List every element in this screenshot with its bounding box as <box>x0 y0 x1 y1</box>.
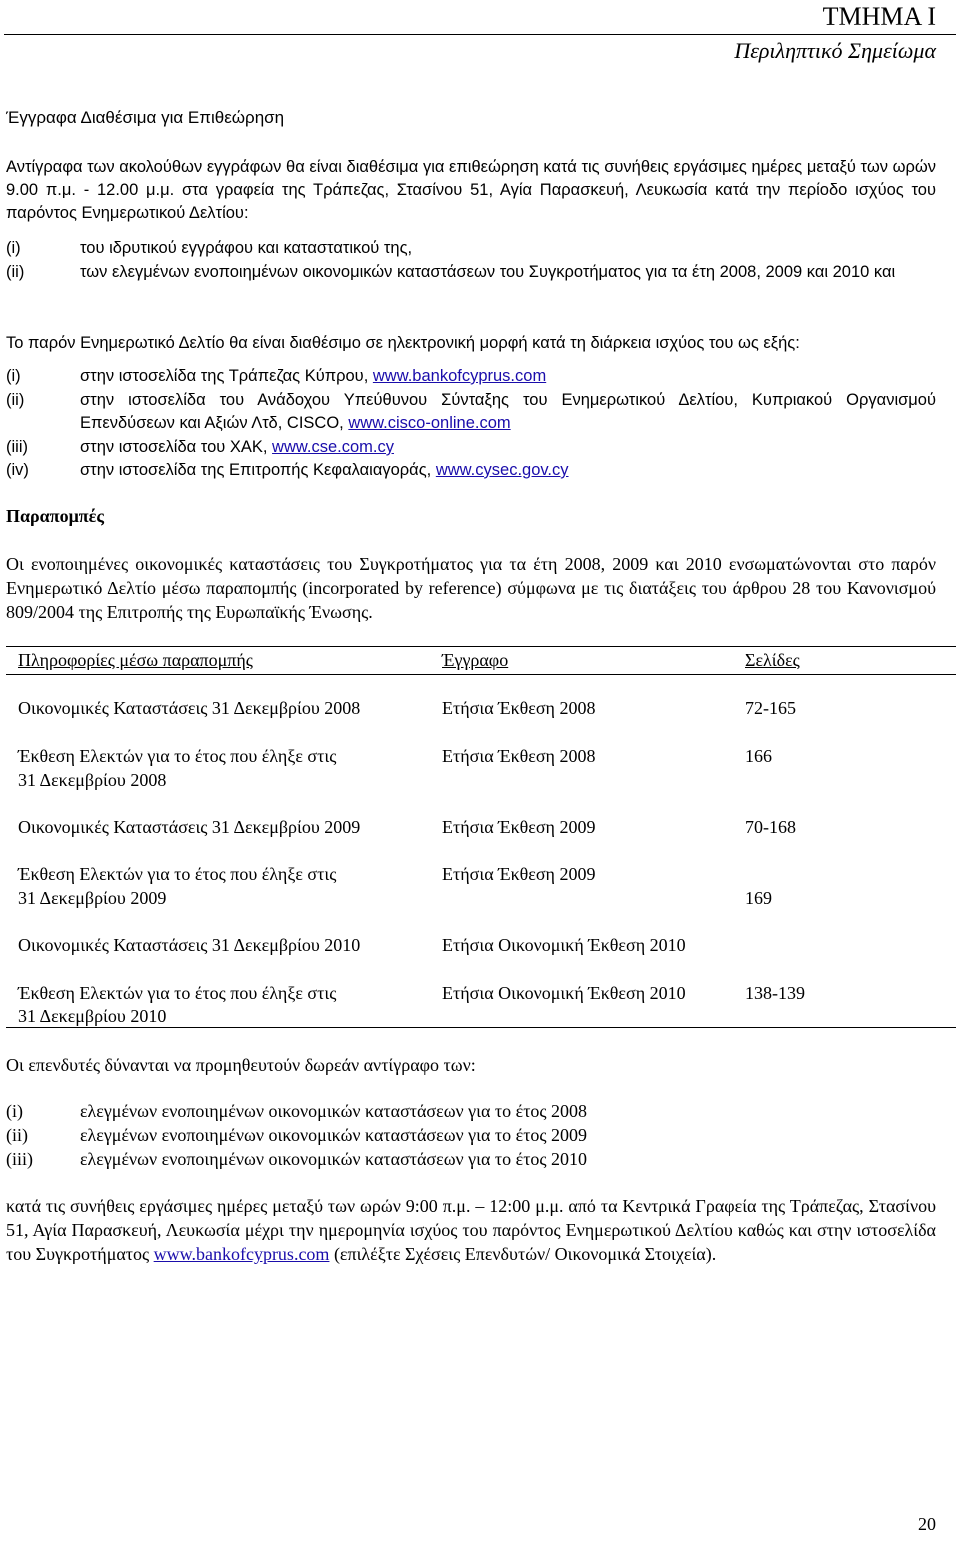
table-header-pages: Σελίδες <box>745 650 800 670</box>
table-cell-info: 31 Δεκεμβρίου 2008 <box>18 770 167 790</box>
list-number: (i) <box>6 1101 23 1121</box>
table-header-rule <box>6 674 956 675</box>
list-item <box>6 261 936 309</box>
table-cell-info: Έκθεση Ελεκτών για το έτος που έληξε στις <box>18 983 337 1003</box>
electronic-intro: Το παρόν Ενημερωτικό Δελτίο θα είναι διαθέσιμο σε ηλεκτρονική μορφή κατά τη διάρκεια ισχύος του ως εξής: <box>6 334 800 352</box>
table-cell-info: Οικονομικές Καταστάσεις 31 Δεκεμβρίου 2010 <box>18 935 361 955</box>
page-header <box>823 0 936 32</box>
page-number: 20 <box>918 1514 936 1534</box>
list-number: (iv) <box>6 461 29 479</box>
section-title: ΤΜΗΜΑ Ι <box>822 2 936 31</box>
references-paragraph: Οι ενοποιημένες οικονομικές καταστάσεις του Συγκροτήματος για τα έτη 2008, 2009 και 2010 ενσωματώνονται στο παρόν Ενημερωτικό Δελτίο μέσω παραπομπής (incorporated by reference) σύμφωνα με τις διατάξεις του άρθρου 28 του Κανονισμού 809/2004 της Επιτροπής της Ευρωπαϊκής Ένωσης. <box>6 554 936 622</box>
list-text: ελεγμένων ενοποιημένων οικονομικών καταστάσεων για το έτος 2009 <box>80 1125 588 1145</box>
list-text: των ελεγμένων ενοποιημένων οικονομικών καταστάσεων του Συγκροτήματος για τα έτη 2008, 2009 και 2010 και <box>80 263 896 281</box>
copies-intro: Οι επενδυτές δύνανται να προμηθευτούν δωρεάν αντίγραφο των: <box>6 1055 476 1075</box>
list-text: του ιδρυτικού εγγράφου και καταστατικού της, <box>80 239 413 257</box>
cisco-link[interactable]: www.cisco-online.com <box>348 414 511 432</box>
list-number: (ii) <box>6 1125 28 1145</box>
cse-link[interactable]: www.cse.com.cy <box>272 438 394 456</box>
cysec-link[interactable]: www.cysec.gov.cy <box>435 461 569 479</box>
table-cell-pages: 166 <box>745 746 772 766</box>
list-number: (i) <box>6 367 21 385</box>
table-cell-document: Ετήσια Έκθεση 2008 <box>442 698 596 718</box>
table-cell-document: Ετήσια Έκθεση 2009 <box>442 817 596 837</box>
list-number: (iii) <box>6 1149 33 1169</box>
list-number: (i) <box>6 239 21 257</box>
table-cell-info: Έκθεση Ελεκτών για το έτος που έληξε στις <box>18 746 337 766</box>
list-item <box>6 237 936 261</box>
table-header-info: Πληροφορίες μέσω παραπομπής <box>18 650 253 670</box>
section-subtitle-wrap <box>734 34 936 66</box>
table-cell-document: Ετήσια Έκθεση 2009 <box>442 864 596 884</box>
table-cell-document: Ετήσια Οικονομική Έκθεση 2010 <box>442 983 686 1003</box>
closing-text-end: (επιλέξτε Σχέσεις Επενδυτών/ Οικονομικά Στοιχεία). <box>329 1244 717 1264</box>
section-subtitle: Περιληπτικό Σημείωμα <box>734 38 936 63</box>
bankofcyprus-link[interactable]: www.bankofcyprus.com <box>153 1244 330 1264</box>
bankofcyprus-link[interactable]: www.bankofcyprus.com <box>372 367 547 385</box>
table-cell-pages: 72-165 <box>745 698 796 718</box>
table-top-rule <box>6 646 956 647</box>
table-header-document: Έγγραφο <box>442 650 509 670</box>
table-cell-document: Ετήσια Οικονομική Έκθεση 2010 <box>442 935 686 955</box>
documents-intro: Αντίγραφα των ακολούθων εγγράφων θα είναι διαθέσιμα για επιθεώρηση κατά τις συνήθεις εργάσιμες ημέρες μεταξύ των ωρών 9.00 π.μ. - 12.00 μ.μ. στα γραφεία της Τράπεζας, Στασίνου 51, Αγία Παρασκευή, Λευκωσία κατά την περίοδο ισχύος του παρόντος Ενημερωτικού Δελτίου: <box>6 158 936 222</box>
table-cell-document: Ετήσια Έκθεση 2008 <box>442 746 596 766</box>
table-cell-pages: 138-139 <box>745 983 805 1003</box>
table-cell-info: 31 Δεκεμβρίου 2009 <box>18 888 167 908</box>
list-number: (ii) <box>6 263 25 281</box>
list-text: ελεγμένων ενοποιημένων οικονομικών καταστάσεων για το έτος 2008 <box>80 1101 588 1121</box>
table-cell-info: 31 Δεκεμβρίου 2010 <box>18 1006 167 1026</box>
list-number: (iii) <box>6 438 28 456</box>
list-text: ελεγμένων ενοποιημένων οικονομικών καταστάσεων για το έτος 2010 <box>80 1149 588 1169</box>
list-number: (ii) <box>6 391 25 409</box>
list-text: στην ιστοσελίδα της Επιτροπής Κεφαλαιαγοράς, <box>80 461 436 479</box>
list-text: στην ιστοσελίδα της Τράπεζας Κύπρου, <box>80 367 373 385</box>
table-bottom-rule <box>6 1027 956 1028</box>
table-cell-info: Έκθεση Ελεκτών για το έτος που έληξε στις <box>18 864 337 884</box>
documents-heading: Έγγραφα Διαθέσιμα για Επιθεώρηση <box>6 108 285 127</box>
table-cell-info: Οικονομικές Καταστάσεις 31 Δεκεμβρίου 2009 <box>18 817 361 837</box>
copies-closing-paragraph <box>6 1194 936 1266</box>
list-text: στην ιστοσελίδα του Ανάδοχου Υπεύθυνου Σύνταξης του Ενημερωτικού Δελτίου, Κυπριακού Οργανισμού Επενδύσεων και Αξιών Λτδ, CISCO, <box>80 391 936 432</box>
references-heading: Παραπομπές <box>6 506 104 526</box>
table-cell-pages: 70-168 <box>745 817 796 837</box>
table-cell-pages: 169 <box>745 888 772 908</box>
table-cell-info: Οικονομικές Καταστάσεις 31 Δεκεμβρίου 2008 <box>18 698 361 718</box>
list-item <box>6 389 936 437</box>
list-text: στην ιστοσελίδα του ΧΑΚ, <box>80 438 273 456</box>
closing-text: κατά τις συνήθεις εργάσιμες ημέρες μεταξύ των ωρών 9:00 π.μ. – 12:00 μ.μ. από τα Κεντρικά Γραφεία της Τράπεζας, Στασίνου 51, Αγία Παρασκευή, Λευκωσία μέχρι την ημερομηνία ισχύος του παρόντος Ενημερωτικού Δελτίου καθώς και στην ιστοσελίδα του Συγκροτήματος <box>6 1196 936 1264</box>
